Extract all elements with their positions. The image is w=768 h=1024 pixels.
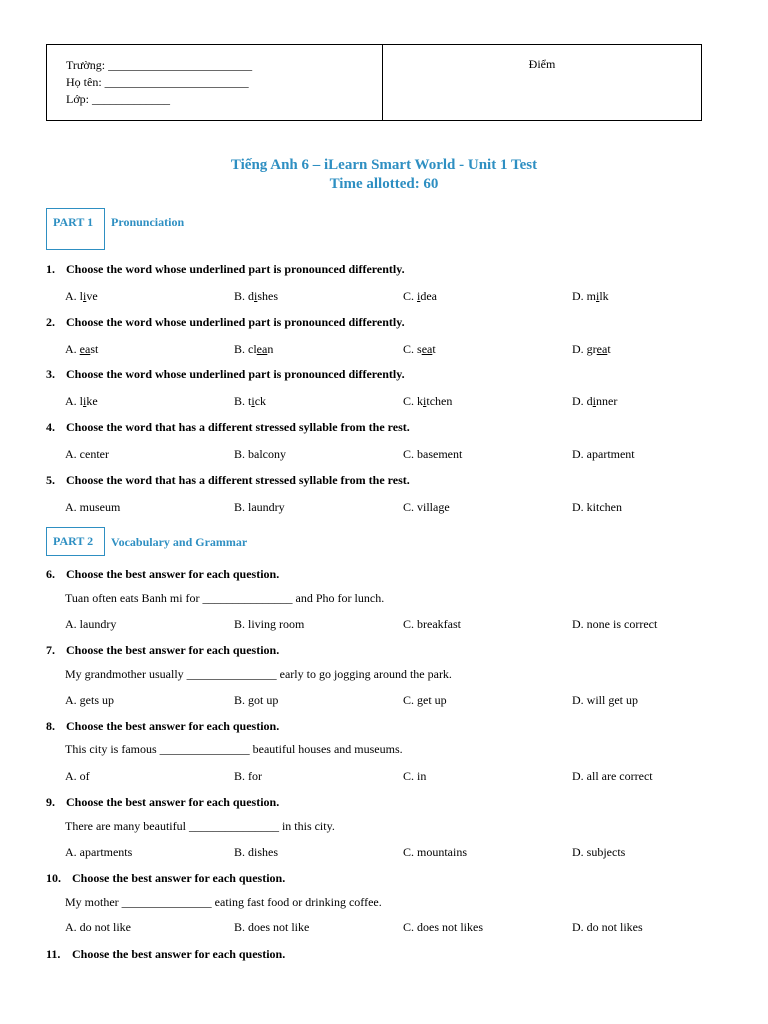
question-number: 11. (46, 947, 61, 961)
question-number: 4. (46, 420, 55, 434)
answer-option-c[interactable]: C. idea (403, 289, 438, 303)
score-cell (383, 45, 701, 120)
score-label: Điểm (528, 57, 556, 71)
class-field[interactable]: Lớp: _____________ (66, 92, 171, 106)
question-number: 7. (46, 643, 55, 657)
answer-option-b[interactable]: B. for (234, 769, 262, 783)
question-2-prompt (46, 315, 405, 330)
question-8-stem: This city is famous _______________ beautiful houses and museums. (65, 742, 403, 756)
question-instruction: Choose the word that has a different stressed syllable from the rest. (63, 473, 410, 487)
name-field[interactable]: Họ tên: ________________________ (66, 75, 249, 89)
answer-option-d[interactable]: D. do not likes (572, 920, 643, 934)
answer-option-c[interactable]: C. seat (403, 342, 436, 356)
underlined-part: i (423, 394, 427, 408)
underlined-part: ea (596, 342, 608, 356)
part-1-label: PART 1 (53, 215, 94, 229)
question-3-prompt (46, 367, 405, 382)
part-2-badge (46, 527, 105, 556)
answer-option-b[interactable]: B. dishes (234, 845, 279, 859)
part-1-badge (46, 208, 105, 250)
underlined-part: i (254, 289, 258, 303)
question-10-prompt (46, 871, 285, 886)
answer-option-b[interactable]: B. tick (234, 394, 267, 408)
question-7-stem: My grandmother usually _______________ early to go jogging around the park. (65, 667, 452, 681)
answer-option-a[interactable]: A. museum (65, 500, 121, 514)
school-field[interactable]: Trường: ________________________ (66, 58, 253, 72)
question-6-stem: Tuan often eats Banh mi for _______________ and Pho for lunch. (65, 591, 385, 605)
underlined-part: ea (421, 342, 433, 356)
underlined-part: ea (256, 342, 268, 356)
question-number: 1. (46, 262, 55, 276)
question-number: 2. (46, 315, 55, 329)
question-instruction: Choose the best answer for each question. (69, 871, 286, 885)
underlined-part: ea (79, 342, 91, 356)
underlined-part: i (592, 394, 597, 408)
question-6-prompt (46, 567, 279, 582)
question-instruction: Choose the word whose underlined part is pronounced differently. (63, 262, 405, 276)
answer-option-a[interactable]: A. of (65, 769, 90, 783)
question-instruction: Choose the best answer for each question. (69, 947, 286, 961)
time-allotted: Time allotted: 60 (329, 176, 439, 192)
question-8-prompt (46, 719, 279, 734)
part-2-label: PART 2 (53, 534, 94, 548)
question-number: 5. (46, 473, 55, 487)
answer-option-b[interactable]: B. laundry (234, 500, 285, 514)
underlined-part: i (251, 394, 255, 408)
question-11-prompt (46, 947, 285, 962)
question-instruction: Choose the best answer for each question. (63, 567, 280, 581)
answer-option-c[interactable]: C. get up (403, 693, 447, 707)
answer-option-a[interactable]: A. laundry (65, 617, 117, 631)
answer-option-b[interactable]: B. clean (234, 342, 274, 356)
question-instruction: Choose the word whose underlined part is pronounced differently. (63, 315, 405, 329)
question-9-stem: There are many beautiful _______________ in this city. (65, 819, 335, 833)
answer-option-a[interactable]: A. like (65, 394, 98, 408)
answer-option-d[interactable]: D. kitchen (572, 500, 622, 514)
question-5-prompt (46, 473, 410, 488)
answer-option-d[interactable]: D. great (572, 342, 611, 356)
answer-option-a[interactable]: A. gets up (65, 693, 114, 707)
answer-option-b[interactable]: B. does not like (234, 920, 310, 934)
part-2-title: Vocabulary and Grammar (111, 535, 248, 549)
question-instruction: Choose the word whose underlined part is pronounced differently. (63, 367, 405, 381)
answer-option-b[interactable]: B. living room (234, 617, 305, 631)
answer-option-d[interactable]: D. apartment (572, 447, 635, 461)
question-1-prompt (46, 262, 405, 277)
question-number: 9. (46, 795, 55, 809)
student-fields (47, 45, 383, 120)
answer-option-d[interactable]: D. will get up (572, 693, 638, 707)
answer-option-d[interactable]: D. dinner (572, 394, 618, 408)
underlined-part: i (83, 289, 87, 303)
question-number: 3. (46, 367, 55, 381)
answer-option-d[interactable]: D. subjects (572, 845, 626, 859)
answer-option-a[interactable]: A. do not like (65, 920, 131, 934)
question-10-stem: My mother _______________ eating fast food or drinking coffee. (65, 895, 382, 909)
part-1-title: Pronunciation (111, 215, 185, 229)
underlined-part: i (596, 289, 600, 303)
question-7-prompt (46, 643, 279, 658)
question-9-prompt (46, 795, 279, 810)
underlined-part: i (417, 289, 421, 303)
question-instruction: Choose the word that has a different stressed syllable from the rest. (63, 420, 410, 434)
answer-option-c[interactable]: C. kitchen (403, 394, 453, 408)
answer-option-b[interactable]: B. got up (234, 693, 279, 707)
answer-option-a[interactable]: A. center (65, 447, 109, 461)
question-number: 10. (46, 871, 61, 885)
answer-option-b[interactable]: B. balcony (234, 447, 286, 461)
answer-option-c[interactable]: C. mountains (403, 845, 468, 859)
question-instruction: Choose the best answer for each question. (63, 643, 280, 657)
answer-option-b[interactable]: B. dishes (234, 289, 279, 303)
answer-option-c[interactable]: C. basement (403, 447, 463, 461)
student-info-box (46, 44, 702, 121)
question-number: 8. (46, 719, 55, 733)
question-instruction: Choose the best answer for each question. (63, 795, 280, 809)
question-4-prompt (46, 420, 410, 435)
answer-option-a[interactable]: A. apartments (65, 845, 133, 859)
answer-option-d[interactable]: D. milk (572, 289, 609, 303)
question-instruction: Choose the best answer for each question. (63, 719, 280, 733)
answer-option-c[interactable]: C. in (403, 769, 427, 783)
question-number: 6. (46, 567, 55, 581)
answer-option-a[interactable]: A. east (65, 342, 99, 356)
test-title: Tiếng Anh 6 – iLearn Smart World - Unit 1 Test (230, 157, 538, 173)
answer-option-c[interactable]: C. does not likes (403, 920, 483, 934)
answer-option-d[interactable]: D. none is correct (572, 617, 658, 631)
answer-option-d[interactable]: D. all are correct (572, 769, 653, 783)
underlined-part: i (83, 394, 87, 408)
answer-option-c[interactable]: C. breakfast (403, 617, 461, 631)
answer-option-a[interactable]: A. live (65, 289, 98, 303)
answer-option-c[interactable]: C. village (403, 500, 450, 514)
